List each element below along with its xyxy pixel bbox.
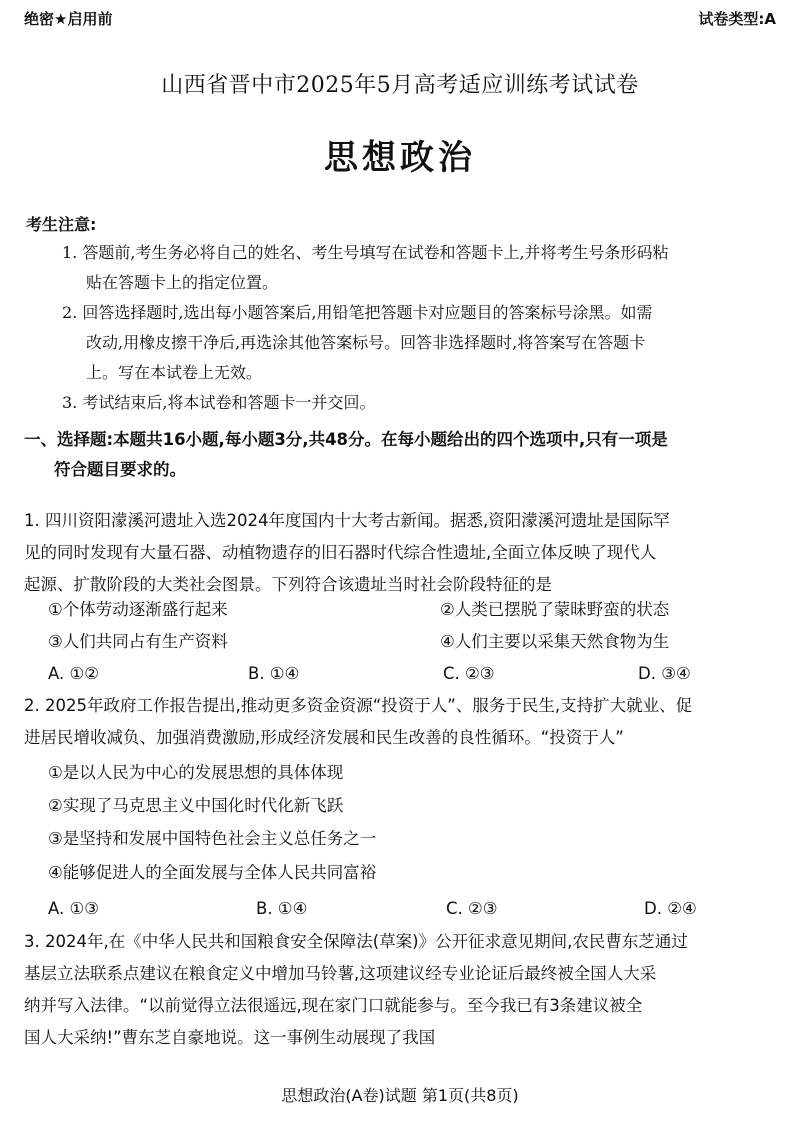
subject-title: 思想政治 — [324, 138, 476, 178]
notice-heading: 考生注意: — [26, 215, 97, 234]
q1-statement-1: ①个体劳动逐渐盛行起来 — [48, 600, 228, 619]
q1-option-a: A. ①② — [48, 664, 100, 683]
q1-statement-2: ②人类已摆脱了蒙昧野蛮的状态 — [440, 600, 670, 619]
question-2-stem: 2. 2025年政府工作报告提出,推动更多资金资源“投资于人”、服务于民生,支持扩大就业、促 进居民增收减负、加强消费激励,形成经济发展和民生改善的良性循环。“投资于人” — [24, 696, 693, 747]
confidential-label: 绝密★启用前 — [24, 10, 113, 28]
q1-option-b: B. ①④ — [248, 664, 300, 683]
q2-statement-4: ④能够促进人的全面发展与全体人民共同富裕 — [48, 863, 377, 882]
notice-item-2: 2. 回答选择题时,选出每小题答案后,用铅笔把答题卡对应题目的答案标号涂黑。如需 改动,用橡皮擦干净后,再选涂其他答案标号。回答非选择题时,将答案写在答题卡 上。写在本试卷上无效。 — [62, 303, 653, 382]
notice-list — [62, 238, 774, 418]
question-1-stem: 1. 四川资阳濛溪河遗址入选2024年度国内十大考古新闻。据悉,资阳濛溪河遗址是国际罕 见的同时发现有大量石器、动植物遗存的旧石器时代综合性遗址,全面立体反映了现代人 起源、扩散阶段的大类社会图景。下列符合该遗址当时社会阶段特征的是 — [24, 511, 670, 594]
q1-option-d: D. ③④ — [638, 664, 691, 683]
q1-option-c: C. ②③ — [443, 664, 495, 683]
q2-option-a: A. ①③ — [48, 899, 100, 918]
q1-statement-3: ③人们共同占有生产资料 — [48, 632, 228, 651]
q1-statement-4: ④人们主要以采集天然食物为生 — [440, 632, 670, 651]
exam-title: 山西省晋中市2025年5月高考适应训练考试试卷 — [161, 73, 639, 98]
q2-statement-2: ②实现了马克思主义中国化时代化新飞跃 — [48, 796, 344, 815]
notice-item-1: 1. 答题前,考生务必将自己的姓名、考生号填写在试卷和答题卡上,并将考生号条形码粘 贴在答题卡上的指定位置。 — [62, 243, 669, 292]
q2-statement-3: ③是坚持和发展中国特色社会主义总任务之一 — [48, 829, 377, 848]
notice-item-3: 3. 考试结束后,将本试卷和答题卡一并交回。 — [62, 393, 376, 412]
q2-option-b: B. ①④ — [256, 899, 308, 918]
q2-option-c: C. ②③ — [446, 899, 498, 918]
page-footer: 思想政治(A卷)试题 第1页(共8页) — [281, 1086, 519, 1105]
q2-statement-1: ①是以人民为中心的发展思想的具体体现 — [48, 763, 344, 782]
section-heading: 一、选择题:本题共16小题,每小题3分,共48分。在每小题给出的四个选项中,只有一项是 符合题目要求的。 — [24, 430, 668, 479]
paper-type-label: 试卷类型:A — [698, 10, 776, 28]
question-3-stem: 3. 2024年,在《中华人民共和国粮食安全保障法(草案)》公开征求意见期间,农民曹东芝通过 基层立法联系点建议在粮食定义中增加马铃薯,这项建议经专业论证后最终被全国人大采 纳并写入法律。“以前觉得立法很遥远,现在家门口就能参与。至今我已有3条建议被全 国人大采纳!”曹东芝自豪地说。这一事例生动展现了我国 — [24, 932, 688, 1047]
q2-option-d: D. ②④ — [644, 899, 697, 918]
